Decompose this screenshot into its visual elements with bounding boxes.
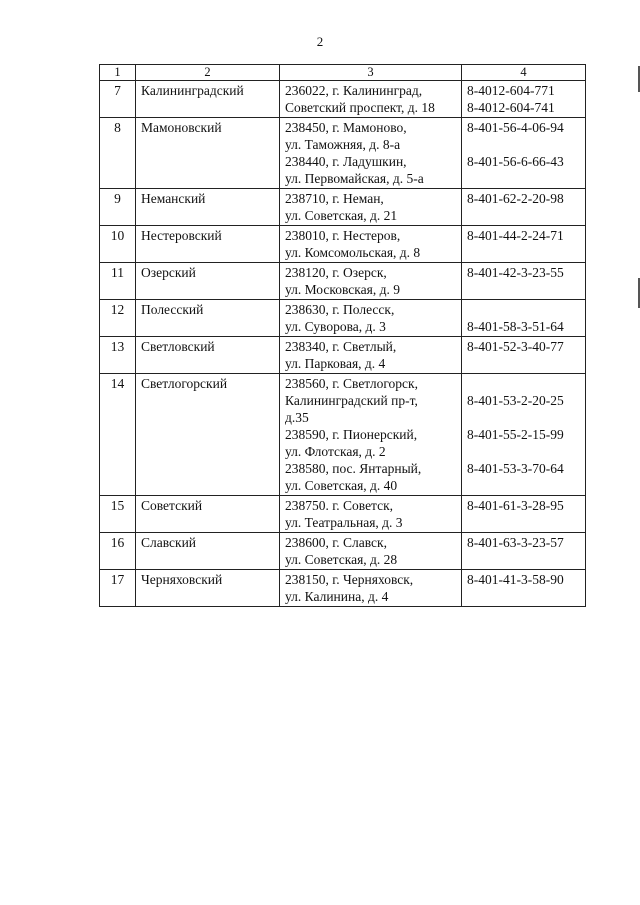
phone-number: 8-401-52-3-40-77 — [467, 339, 564, 354]
row-number: 16 — [100, 533, 136, 570]
phone-number: 8-401-53-3-70-64 — [467, 461, 564, 476]
page-number: 2 — [316, 34, 324, 49]
address-line: 238710, г. Неман, — [285, 191, 384, 206]
column-header-address: 3 — [280, 65, 462, 81]
row-number: 10 — [100, 226, 136, 263]
district-name: Светловский — [136, 337, 280, 374]
row-number: 12 — [100, 300, 136, 337]
address-line: 236022, г. Калининград, — [285, 83, 423, 98]
table-body — [100, 81, 586, 607]
phone-number — [467, 375, 580, 392]
address-line: ул. Суворова, д. 3 — [285, 319, 386, 334]
address-line: д.35 — [285, 410, 309, 425]
phone-cell — [462, 496, 586, 533]
district-name: Славский — [136, 533, 280, 570]
phone-cell — [462, 570, 586, 607]
address-line: Калининградский пр-т, — [285, 393, 418, 408]
phone-cell — [462, 337, 586, 374]
phone-number — [467, 136, 580, 153]
address-cell — [280, 533, 462, 570]
table-row — [100, 533, 586, 570]
phone-number: 8-401-55-2-15-99 — [467, 427, 564, 442]
phone-number: 8-4012-604-771 — [467, 83, 555, 98]
phone-cell — [462, 374, 586, 496]
address-cell — [280, 300, 462, 337]
address-line: 238010, г. Нестеров, — [285, 228, 401, 243]
row-number: 13 — [100, 337, 136, 374]
address-cell — [280, 226, 462, 263]
address-line: ул. Советская, д. 28 — [285, 552, 398, 567]
phone-number — [467, 477, 580, 494]
phone-number: 8-401-62-2-20-98 — [467, 191, 564, 206]
table-row — [100, 374, 586, 496]
phone-number: 8-401-58-3-51-64 — [467, 319, 564, 334]
address-line: 238340, г. Светлый, — [285, 339, 397, 354]
address-cell — [280, 374, 462, 496]
table-row — [100, 496, 586, 533]
address-cell — [280, 118, 462, 189]
phone-cell — [462, 263, 586, 300]
district-name: Светлогорский — [136, 374, 280, 496]
phone-cell — [462, 118, 586, 189]
column-header-phone: 4 — [462, 65, 586, 81]
address-line: ул. Таможняя, д. 8-а — [285, 137, 401, 152]
district-name: Полесский — [136, 300, 280, 337]
address-line: ул. Первомайская, д. 5-а — [285, 171, 424, 186]
phone-number: 8-401-53-2-20-25 — [467, 393, 564, 408]
table-row — [100, 226, 586, 263]
phone-cell — [462, 300, 586, 337]
table-row — [100, 263, 586, 300]
address-line: 238600, г. Славск, — [285, 535, 387, 550]
phone-number: 8-401-42-3-23-55 — [467, 265, 564, 280]
district-name: Мамоновский — [136, 118, 280, 189]
row-number: 17 — [100, 570, 136, 607]
address-cell — [280, 81, 462, 118]
phone-number — [467, 409, 580, 426]
address-line: ул. Московская, д. 9 — [285, 282, 400, 297]
phone-number: 8-401-56-4-06-94 — [467, 120, 564, 135]
address-cell — [280, 496, 462, 533]
offices-table — [99, 64, 586, 607]
phone-number: 8-401-41-3-58-90 — [467, 572, 564, 587]
address-cell — [280, 263, 462, 300]
table-row — [100, 300, 586, 337]
phone-number: 8-401-61-3-28-95 — [467, 498, 564, 513]
phone-number — [467, 301, 580, 318]
phone-number: 8-401-44-2-24-71 — [467, 228, 564, 243]
phone-cell — [462, 81, 586, 118]
phone-number: 8-4012-604-741 — [467, 100, 555, 115]
phone-number — [467, 170, 580, 187]
row-number: 11 — [100, 263, 136, 300]
row-number: 8 — [100, 118, 136, 189]
row-number: 14 — [100, 374, 136, 496]
phone-number: 8-401-56-6-66-43 — [467, 154, 564, 169]
district-name: Калининградский — [136, 81, 280, 118]
address-line: ул. Калинина, д. 4 — [285, 589, 389, 604]
column-header-number: 1 — [100, 65, 136, 81]
table-row — [100, 118, 586, 189]
row-number: 9 — [100, 189, 136, 226]
address-line: ул. Комсомольская, д. 8 — [285, 245, 421, 260]
district-name: Озерский — [136, 263, 280, 300]
address-line: 238580, пос. Янтарный, — [285, 461, 422, 476]
row-number: 15 — [100, 496, 136, 533]
address-cell — [280, 337, 462, 374]
table-row — [100, 81, 586, 118]
phone-cell — [462, 533, 586, 570]
address-line: 238630, г. Полесск, — [285, 302, 395, 317]
phone-cell — [462, 226, 586, 263]
address-line: ул. Советская, д. 40 — [285, 478, 398, 493]
district-name: Черняховский — [136, 570, 280, 607]
address-line: ул. Флотская, д. 2 — [285, 444, 386, 459]
district-name: Советский — [136, 496, 280, 533]
address-line: 238590, г. Пионерский, — [285, 427, 418, 442]
address-line: 238440, г. Ладушкин, — [285, 154, 407, 169]
address-line: ул. Театральная, д. 3 — [285, 515, 403, 530]
table-row — [100, 189, 586, 226]
address-cell — [280, 189, 462, 226]
address-line: 238560, г. Светлогорск, — [285, 376, 418, 391]
address-line: ул. Парковая, д. 4 — [285, 356, 386, 371]
address-line: 238450, г. Мамоново, — [285, 120, 407, 135]
address-cell — [280, 570, 462, 607]
row-number: 7 — [100, 81, 136, 118]
phone-cell — [462, 189, 586, 226]
table-row — [100, 570, 586, 607]
table-header-row — [100, 65, 586, 81]
table-row — [100, 337, 586, 374]
address-line: 238150, г. Черняховск, — [285, 572, 414, 587]
address-line: 238750. г. Советск, — [285, 498, 394, 513]
district-name: Неманский — [136, 189, 280, 226]
phone-number: 8-401-63-3-23-57 — [467, 535, 564, 550]
address-line: ул. Советская, д. 21 — [285, 208, 398, 223]
address-line: 238120, г. Озерск, — [285, 265, 387, 280]
district-name: Нестеровский — [136, 226, 280, 263]
phone-number — [467, 443, 580, 460]
address-line: Советский проспект, д. 18 — [285, 100, 435, 115]
column-header-district: 2 — [136, 65, 280, 81]
